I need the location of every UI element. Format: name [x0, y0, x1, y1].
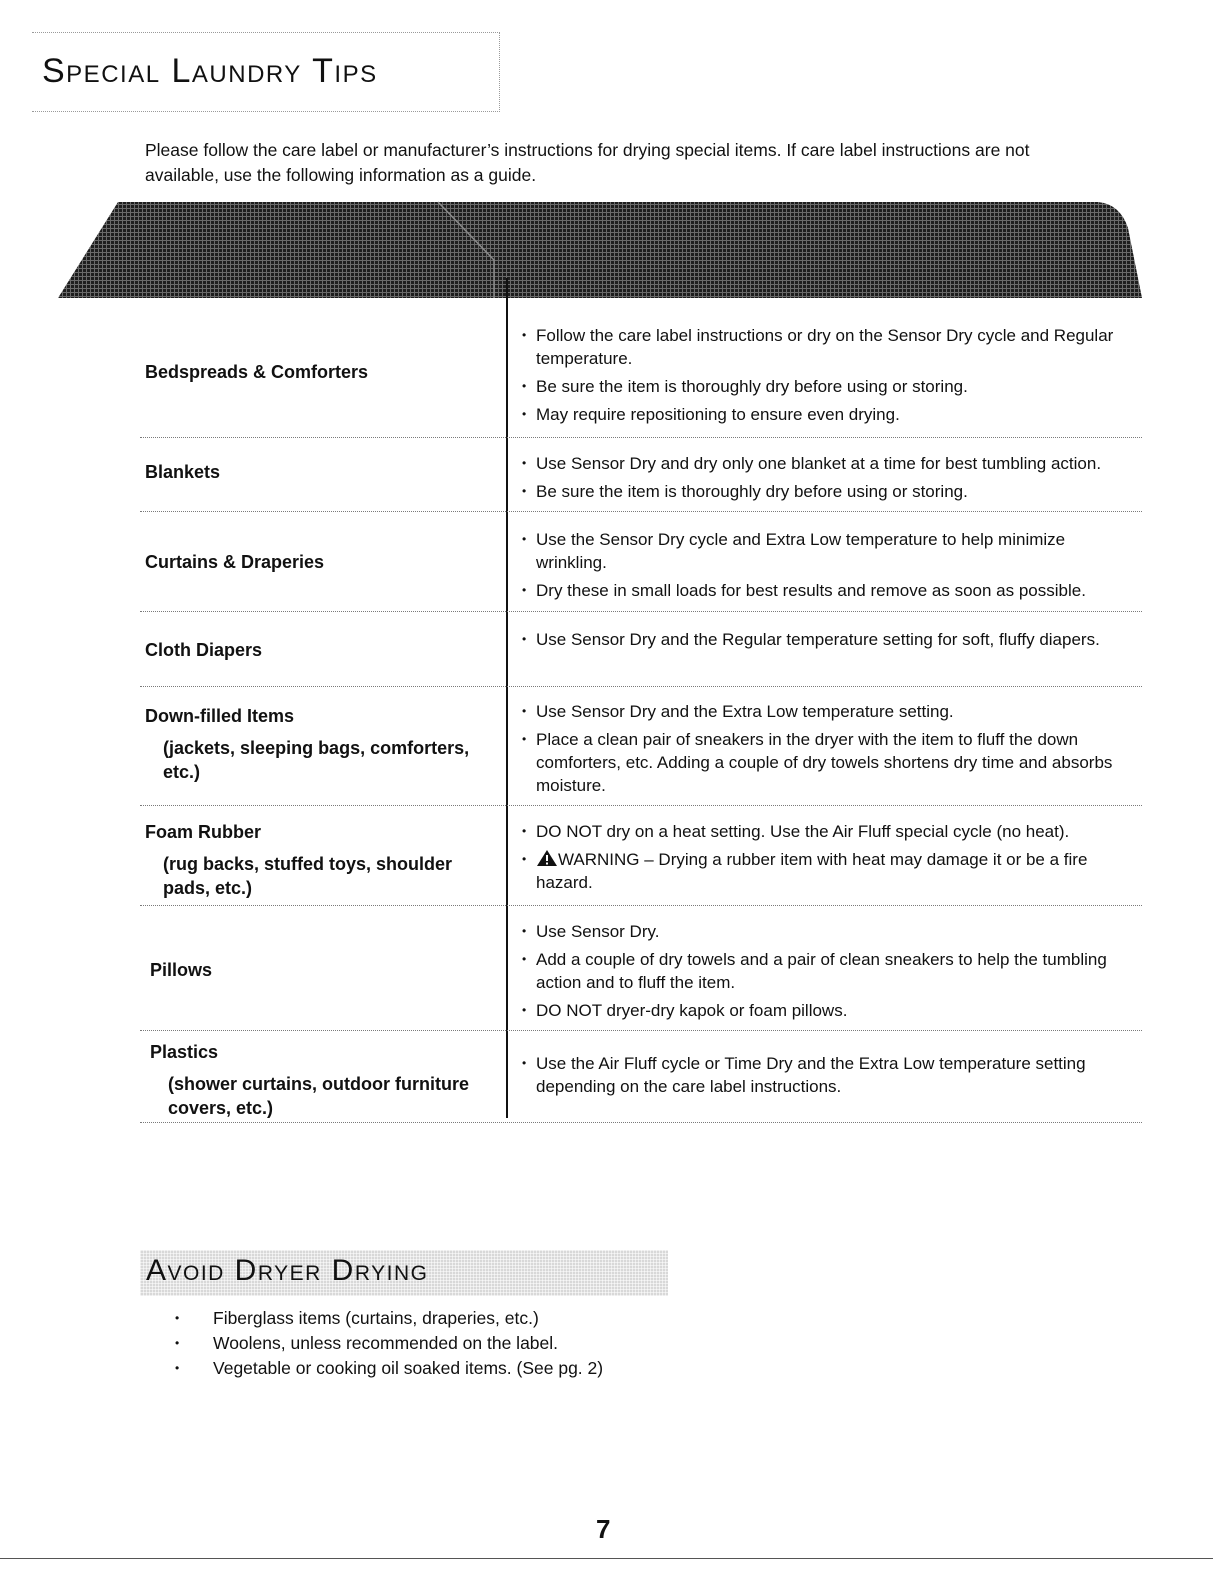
tip-list: [522, 920, 1137, 1027]
row-label: Curtains & Draperies: [145, 552, 325, 572]
row-separator: [140, 611, 1142, 612]
tip-list: [522, 1052, 1137, 1103]
row-bedspreads: [140, 322, 1142, 442]
tip-item: • Use the Air Fluff cycle or Time Dry and the Extra Low temperature setting depending on the care label instructions.: [522, 1052, 1137, 1098]
row-label-main: Plastics: [150, 1042, 219, 1062]
row-label: Cloth Diapers: [145, 640, 263, 660]
tip-item: • Use Sensor Dry and dry only one blanket at a time for best tumbling action.: [522, 452, 1137, 475]
tip-list: [522, 324, 1137, 431]
row-separator: [140, 686, 1142, 687]
avoid-item: • Fiberglass items (curtains, draperies, etc.): [175, 1306, 875, 1331]
banner-shape: [58, 202, 1142, 298]
row-separator: [140, 1030, 1142, 1031]
tip-item: • May require repositioning to ensure even drying.: [522, 403, 1137, 426]
row-plastics: [140, 1040, 1142, 1120]
tip-item: • Use Sensor Dry and the Regular temperature setting for soft, fluffy diapers.: [522, 628, 1137, 651]
table-header-banner: [58, 200, 1142, 300]
tip-item: • Add a couple of dry towels and a pair of clean sneakers to help the tumbling action and to fluff the item.: [522, 948, 1137, 994]
row-separator: [140, 511, 1142, 512]
tip-item: • Dry these in small loads for best results and remove as soon as possible.: [522, 579, 1137, 602]
tip-list: [522, 452, 1137, 508]
row-curtains: [140, 528, 1142, 610]
tip-item: • Follow the care label instructions or dry on the Sensor Dry cycle and Regular temperature.: [522, 324, 1137, 370]
row-foam-rubber: [140, 820, 1142, 900]
avoid-section-title: Avoid Dryer Drying: [146, 1254, 429, 1287]
row-label: Pillows: [150, 960, 213, 980]
row-blankets: [140, 450, 1142, 510]
avoid-list: [175, 1306, 875, 1381]
row-label: [150, 1040, 505, 1120]
row-label: [145, 820, 500, 900]
row-separator: [140, 905, 1142, 906]
avoid-item: • Woolens, unless recommended on the label.: [175, 1331, 875, 1356]
tip-item: • DO NOT dryer-dry kapok or foam pillows.: [522, 999, 1137, 1022]
row-label: Blankets: [145, 462, 221, 482]
tip-item: • Use the Sensor Dry cycle and Extra Low temperature to help minimize wrinkling.: [522, 528, 1137, 574]
row-label: Bedspreads & Comforters: [145, 362, 369, 382]
row-separator: [140, 805, 1142, 806]
row-label-sub: (shower curtains, outdoor furniture covers, etc.): [168, 1074, 470, 1118]
row-label-sub: (rug backs, stuffed toys, shoulder pads, etc.): [163, 854, 453, 898]
avoid-item: • Vegetable or cooking oil soaked items. (See pg. 2): [175, 1356, 875, 1381]
tip-item: • Be sure the item is thoroughly dry before using or storing.: [522, 375, 1137, 398]
tip-list: [522, 528, 1137, 607]
row-pillows: [140, 920, 1142, 1025]
warning-text: WARNING – Drying a rubber item with heat may damage it or be a fire hazard.: [536, 850, 1088, 892]
row-label-main: Foam Rubber: [145, 822, 262, 842]
intro-paragraph: Please follow the care label or manufacturer’s instructions for drying special items. If care label instructions are not available, use the following information as a guide.: [145, 140, 1030, 185]
row-separator: [140, 437, 1142, 438]
tip-item: • DO NOT dry on a heat setting. Use the Air Fluff special cycle (no heat).: [522, 820, 1137, 843]
tip-item: • Place a clean pair of sneakers in the dryer with the item to fluff the down comforters, etc. Adding a couple of dry towels shortens dry time and absorbs moisture.: [522, 728, 1137, 797]
row-cloth-diapers: [140, 626, 1142, 682]
page-title: Special Laundry Tips: [42, 52, 378, 90]
row-label-main: Down-filled Items: [145, 706, 295, 726]
tip-item: • Be sure the item is thoroughly dry before using or storing.: [522, 480, 1137, 503]
tip-item: • Use Sensor Dry and the Extra Low temperature setting.: [522, 700, 1137, 723]
tip-item: • Use Sensor Dry.: [522, 920, 1137, 943]
row-down-filled: [140, 700, 1142, 800]
bottom-rule: [0, 1558, 1213, 1559]
row-separator: [140, 1122, 1142, 1123]
row-label-sub: (jackets, sleeping bags, comforters, etc.): [163, 738, 470, 782]
tip-list: [522, 700, 1137, 802]
tip-item: [522, 848, 1137, 894]
page-number: 7: [596, 1514, 611, 1544]
tip-list: [522, 820, 1137, 899]
tip-list: [522, 628, 1137, 656]
warning-triangle-icon: [536, 849, 558, 867]
row-label: [145, 704, 500, 784]
